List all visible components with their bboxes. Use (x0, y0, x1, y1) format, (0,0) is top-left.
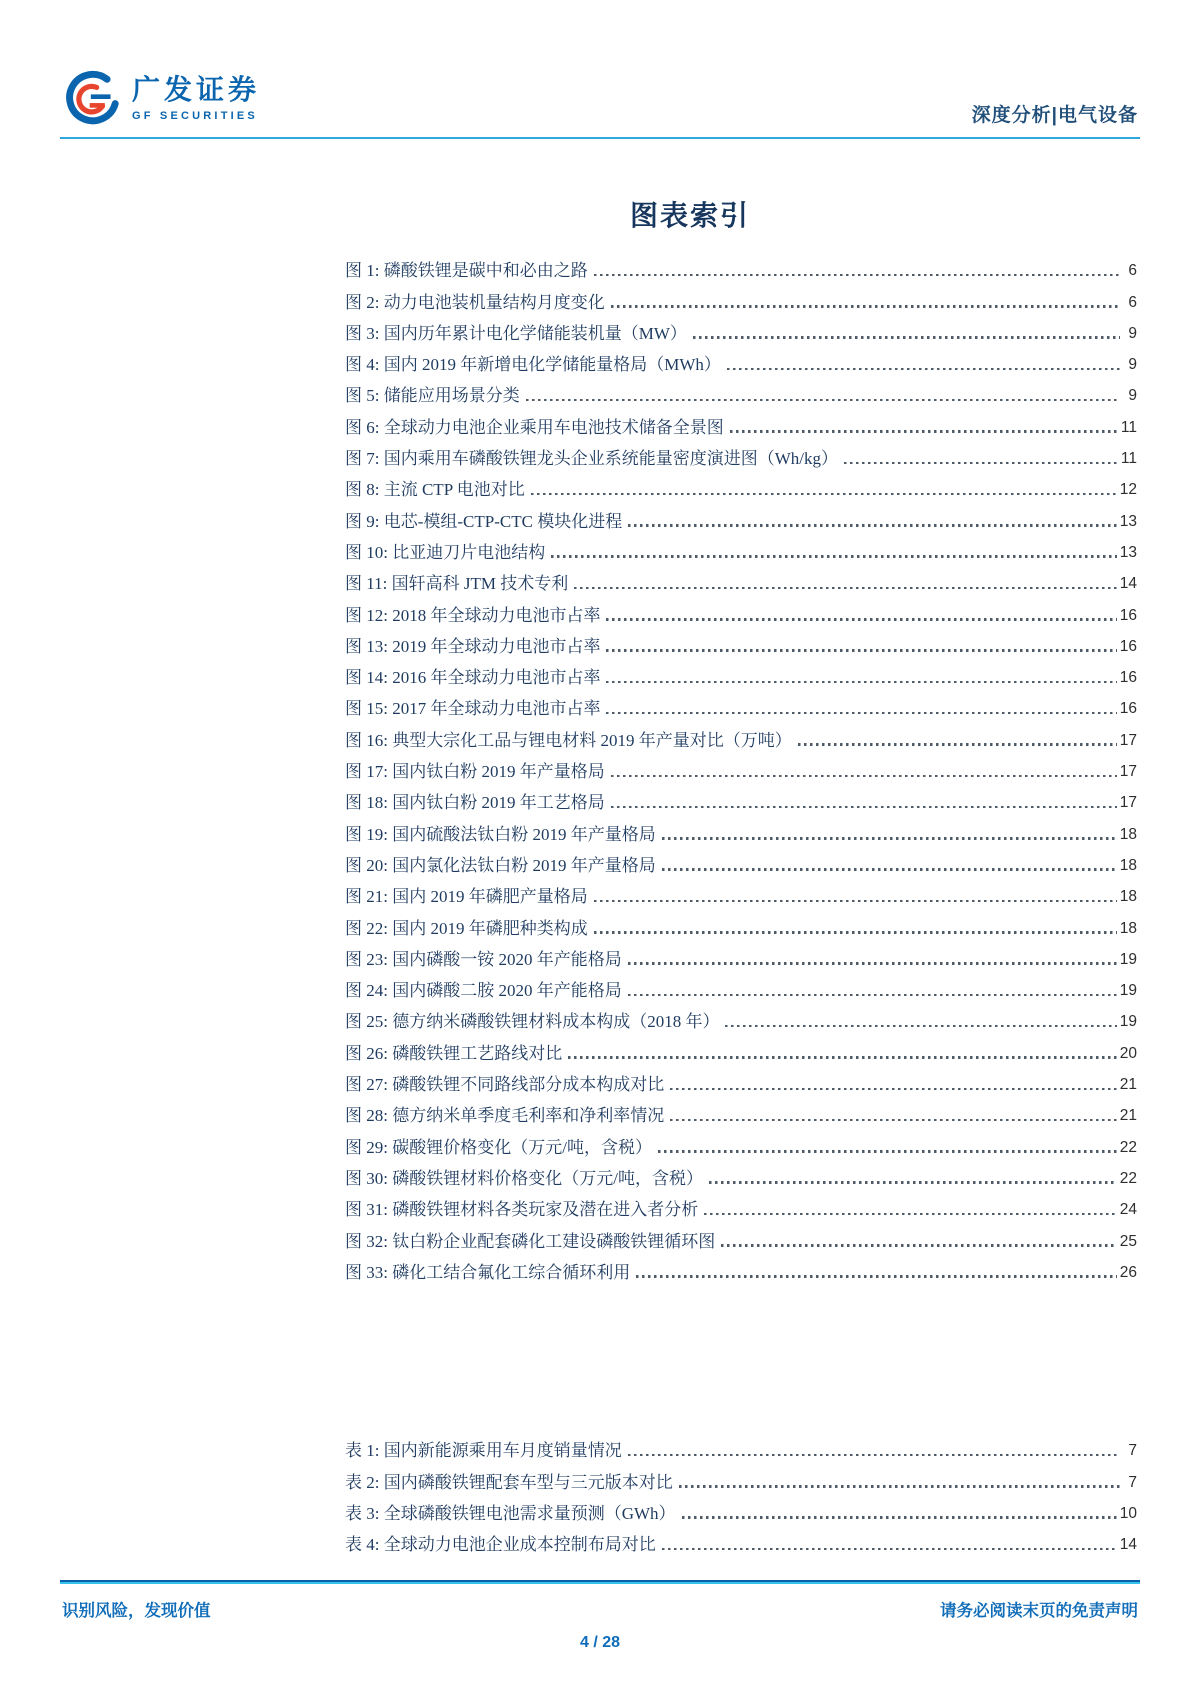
footer-divider (60, 1580, 1140, 1584)
table-index-list (345, 1432, 1137, 1557)
figure-entry-text: 图 16: 典型大宗化工品与锂电材料 2019 年产量对比（万吨） (345, 730, 792, 750)
dot-leader (662, 868, 1117, 871)
figure-entry-text: 图 24: 国内磷酸二胺 2020 年产能格局 (345, 981, 622, 1001)
dot-leader (628, 994, 1117, 997)
figure-page-number: 18 (1119, 825, 1137, 843)
dot-leader (606, 649, 1116, 652)
figure-entry-text: 图 25: 德方纳米磷酸铁锂材料成本构成（2018 年） (345, 1012, 720, 1032)
figure-index-row (345, 1003, 1137, 1034)
figure-entry-text: 图 15: 2017 年全球动力电池市占率 (345, 699, 601, 719)
figure-page-number: 13 (1119, 543, 1137, 561)
figure-entry-text: 图 13: 2019 年全球动力电池市占率 (345, 636, 601, 656)
table-page-number: 14 (1119, 1536, 1137, 1554)
figure-page-number: 6 (1128, 293, 1137, 311)
table-entry-text: 表 3: 全球磷酸铁锂电池需求量预测（GWh） (345, 1503, 676, 1523)
figure-entry-text: 图 21: 国内 2019 年磷肥产量格局 (345, 887, 588, 907)
table-page-number: 7 (1128, 1473, 1137, 1491)
figure-entry-text: 图 8: 主流 CTP 电池对比 (345, 480, 525, 500)
figure-page-number: 16 (1119, 669, 1137, 687)
figure-entry-text: 图 10: 比亚迪刀片电池结构 (345, 542, 546, 562)
dot-leader (636, 1275, 1117, 1278)
figure-index-row (345, 972, 1137, 1003)
figure-index-row (345, 315, 1137, 346)
figure-page-number: 11 (1120, 418, 1137, 436)
gf-securities-logo (62, 70, 260, 128)
figure-page-number: 17 (1119, 731, 1137, 749)
dot-leader (709, 1181, 1117, 1184)
figure-page-number: 18 (1119, 856, 1137, 874)
figure-page-number: 9 (1128, 324, 1137, 342)
figure-entry-text: 图 12: 2018 年全球动力电池市占率 (345, 605, 601, 625)
table-index-row (345, 1526, 1137, 1557)
dot-leader (730, 430, 1118, 433)
dot-leader (628, 962, 1117, 965)
figure-index-row (345, 878, 1137, 909)
page-number-indicator: 4 / 28 (579, 1634, 621, 1651)
figure-page-number: 25 (1119, 1232, 1137, 1250)
figure-entry-text: 图 33: 磷化工结合氟化工综合循环利用 (345, 1262, 631, 1282)
dot-leader (594, 274, 1120, 277)
dot-leader (611, 806, 1117, 809)
figure-index-row (345, 1034, 1137, 1065)
gf-logo-icon (62, 70, 122, 128)
figure-index-row (345, 690, 1137, 721)
figure-page-number: 18 (1119, 888, 1137, 906)
figure-index-row (345, 1191, 1137, 1222)
dot-leader (551, 555, 1117, 558)
figure-index-row (345, 471, 1137, 502)
dot-leader (679, 1485, 1120, 1488)
figure-entry-text: 图 29: 碳酸锂价格变化（万元/吨，含税） (345, 1137, 652, 1157)
dot-leader (526, 399, 1120, 402)
figure-entry-text: 图 23: 国内磷酸一铵 2020 年产能格局 (345, 949, 622, 969)
table-entry-text: 表 1: 国内新能源乘用车月度销量情况 (345, 1441, 622, 1461)
dot-leader (662, 1548, 1117, 1551)
figure-page-number: 16 (1119, 700, 1137, 718)
figure-page-number: 21 (1119, 1076, 1137, 1094)
figure-index-row (345, 1066, 1137, 1097)
figure-index-row (345, 408, 1137, 439)
dot-leader (844, 462, 1118, 465)
logo-name-en: GF SECURITIES (132, 109, 258, 122)
figure-index-row (345, 565, 1137, 596)
dot-leader (531, 493, 1117, 496)
figure-index-row (345, 1160, 1137, 1191)
figure-index-row (345, 1254, 1137, 1285)
report-category-label: 深度分析|电气设备 (971, 105, 1138, 126)
figure-page-number: 12 (1119, 481, 1137, 499)
dot-leader (725, 1025, 1116, 1028)
figure-index-row (345, 252, 1137, 283)
figure-index-row (345, 1097, 1137, 1128)
figure-page-number: 26 (1119, 1263, 1137, 1281)
figure-entry-text: 图 2: 动力电池装机量结构月度变化 (345, 292, 605, 312)
table-page-number: 10 (1119, 1504, 1137, 1522)
dot-leader (798, 743, 1117, 746)
figure-entry-text: 图 11: 国轩高科 JTM 技术专利 (345, 574, 569, 594)
dot-leader (721, 1244, 1117, 1247)
figure-index-row (345, 1128, 1137, 1159)
figure-index-row (345, 784, 1137, 815)
figure-page-number: 16 (1119, 606, 1137, 624)
dot-leader (662, 837, 1117, 840)
figure-entry-text: 图 19: 国内硫酸法钛白粉 2019 年产量格局 (345, 824, 656, 844)
figure-entry-text: 图 18: 国内钛白粉 2019 年工艺格局 (345, 793, 605, 813)
dot-leader (606, 618, 1116, 621)
table-entry-text: 表 4: 全球动力电池企业成本控制布局对比 (345, 1535, 656, 1555)
figure-page-number: 9 (1128, 387, 1137, 405)
figure-entry-text: 图 20: 国内氯化法钛白粉 2019 年产量格局 (345, 855, 656, 875)
figure-page-number: 13 (1119, 512, 1137, 530)
figure-index-row (345, 628, 1137, 659)
figure-index-row (345, 502, 1137, 533)
figure-index-row (345, 659, 1137, 690)
figure-page-number: 22 (1119, 1169, 1137, 1187)
figure-entry-text: 图 14: 2016 年全球动力电池市占率 (345, 668, 601, 688)
figure-page-number: 16 (1119, 637, 1137, 655)
figure-page-number: 17 (1119, 794, 1137, 812)
figure-entry-text: 图 1: 磷酸铁锂是碳中和必由之路 (345, 261, 588, 281)
footer-slogan: 识别风险，发现价值 (62, 1602, 211, 1620)
dot-leader (611, 775, 1117, 778)
dot-leader (682, 1516, 1117, 1519)
footer-disclaimer-note: 请务必阅读末页的免责声明 (940, 1602, 1138, 1620)
table-index-row (345, 1432, 1137, 1463)
dot-leader (594, 931, 1117, 934)
figure-page-number: 21 (1119, 1107, 1137, 1125)
table-index-row (345, 1495, 1137, 1526)
figure-entry-text: 图 30: 磷酸铁锂材料价格变化（万元/吨，含税） (345, 1168, 703, 1188)
dot-leader (574, 587, 1117, 590)
figure-index-row (345, 440, 1137, 471)
page-title: 图表索引 (629, 201, 750, 232)
figure-entry-text: 图 3: 国内历年累计电化学储能装机量（MW） (345, 323, 687, 343)
figure-entry-text: 图 31: 磷酸铁锂材料各类玩家及潜在进入者分析 (345, 1200, 699, 1220)
figure-page-number: 24 (1119, 1201, 1137, 1219)
figure-index-row (345, 346, 1137, 377)
logo-text (132, 74, 261, 122)
dot-leader (704, 1213, 1117, 1216)
dot-leader (727, 368, 1120, 371)
figure-page-number: 19 (1119, 1013, 1137, 1031)
figure-page-number: 20 (1119, 1044, 1137, 1062)
dot-leader (568, 1056, 1117, 1059)
dot-leader (670, 1119, 1117, 1122)
figure-page-number: 11 (1120, 450, 1137, 468)
figure-entry-text: 图 22: 国内 2019 年磷肥种类构成 (345, 918, 588, 938)
figure-index-row (345, 815, 1137, 846)
figure-entry-text: 图 32: 钛白粉企业配套磷化工建设磷酸铁锂循环图 (345, 1231, 716, 1251)
table-entry-text: 表 2: 国内磷酸铁锂配套车型与三元版本对比 (345, 1472, 673, 1492)
figure-index-row (345, 909, 1137, 940)
dot-leader (606, 681, 1116, 684)
header-divider (60, 137, 1140, 139)
figure-entry-text: 图 9: 电芯-模组-CTP-CTC 模块化进程 (345, 511, 623, 531)
figure-index-row (345, 941, 1137, 972)
figure-entry-text: 图 28: 德方纳米单季度毛利率和净利率情况 (345, 1106, 665, 1126)
figure-index-row (345, 534, 1137, 565)
table-page-number: 7 (1128, 1442, 1137, 1460)
figure-page-number: 18 (1119, 919, 1137, 937)
dot-leader (658, 1150, 1117, 1153)
figure-entry-text: 图 7: 国内乘用车磷酸铁锂龙头企业系统能量密度演进图（Wh/kg） (345, 449, 838, 469)
figure-index-row (345, 1222, 1137, 1253)
dot-leader (611, 305, 1120, 308)
logo-name-cn: 广发证券 (132, 74, 261, 106)
figure-index-row (345, 847, 1137, 878)
dot-leader (670, 1088, 1117, 1091)
figure-index-row (345, 377, 1137, 408)
figure-index-list (345, 252, 1137, 1285)
figure-index-row (345, 283, 1137, 314)
figure-page-number: 17 (1119, 763, 1137, 781)
figure-entry-text: 图 5: 储能应用场景分类 (345, 386, 520, 406)
figure-entry-text: 图 26: 磷酸铁锂工艺路线对比 (345, 1043, 563, 1063)
figure-entry-text: 图 17: 国内钛白粉 2019 年产量格局 (345, 762, 605, 782)
figure-index-row (345, 721, 1137, 752)
dot-leader (594, 900, 1117, 903)
figure-page-number: 22 (1119, 1138, 1137, 1156)
figure-page-number: 6 (1128, 262, 1137, 280)
figure-index-row (345, 596, 1137, 627)
figure-entry-text: 图 27: 磷酸铁锂不同路线部分成本构成对比 (345, 1075, 665, 1095)
dot-leader (693, 336, 1120, 339)
figure-page-number: 9 (1128, 356, 1137, 374)
figure-page-number: 19 (1119, 982, 1137, 1000)
figure-entry-text: 图 4: 国内 2019 年新增电化学储能量格局（MWh） (345, 355, 721, 375)
figure-page-number: 14 (1119, 575, 1137, 593)
figure-entry-text: 图 6: 全球动力电池企业乘用车电池技术储备全景图 (345, 417, 724, 437)
figure-index-row (345, 753, 1137, 784)
dot-leader (606, 712, 1116, 715)
dot-leader (628, 524, 1117, 527)
figure-page-number: 19 (1119, 950, 1137, 968)
table-index-row (345, 1463, 1137, 1494)
dot-leader (628, 1454, 1120, 1457)
